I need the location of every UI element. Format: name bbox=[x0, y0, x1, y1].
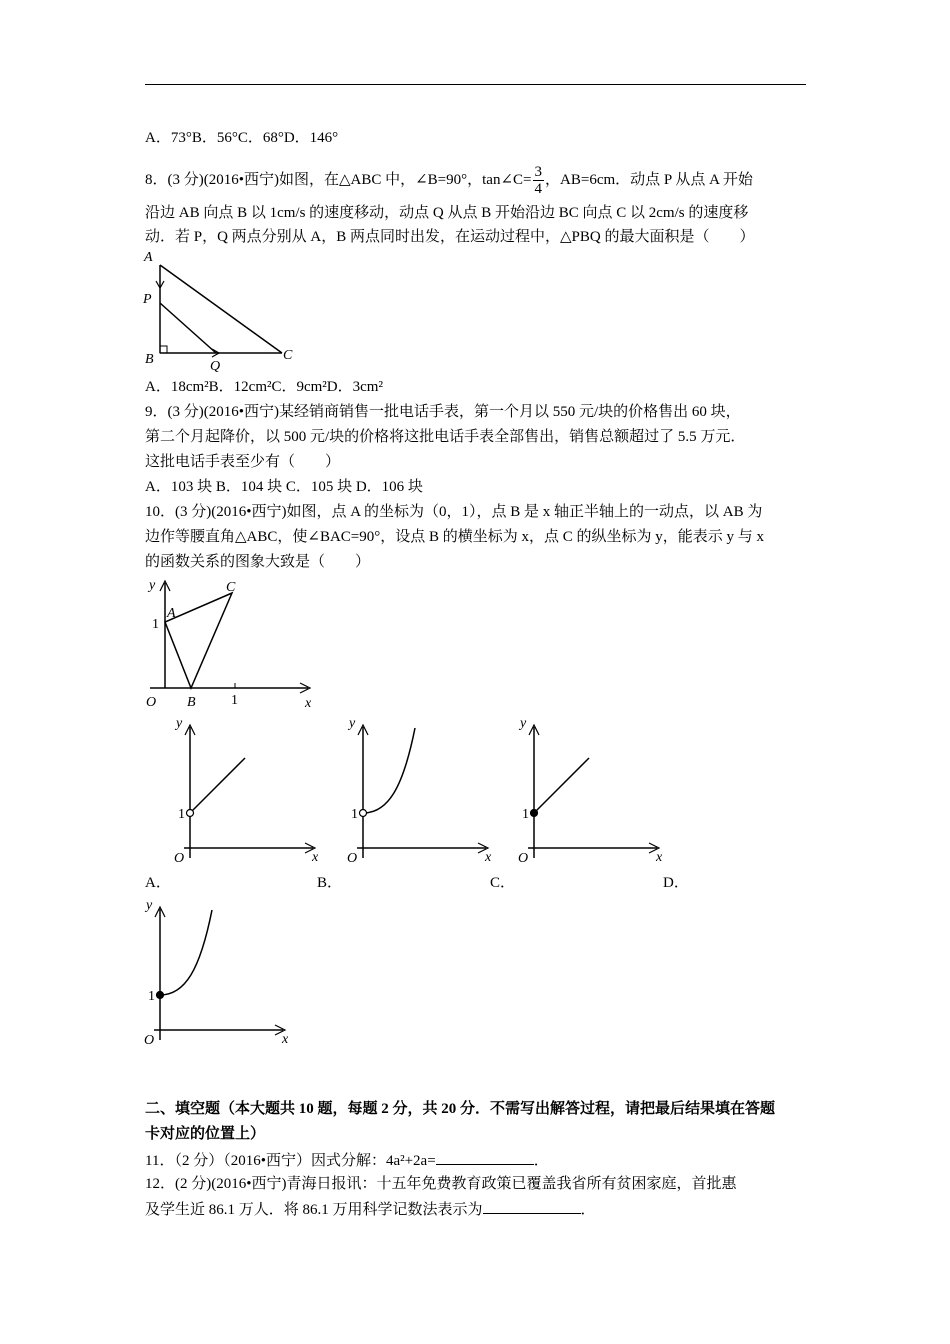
q8-triangle-figure bbox=[140, 245, 310, 375]
option-a-label: A． bbox=[145, 875, 171, 891]
closed-point bbox=[157, 992, 164, 999]
q8-options: A．18cm²B．12cm²C．9cm²D．3cm² bbox=[145, 379, 383, 395]
graph-option-d bbox=[140, 897, 290, 1047]
q11-answer-blank bbox=[436, 1150, 534, 1165]
q12-line2 bbox=[145, 1199, 596, 1220]
main-y-label: y bbox=[149, 578, 156, 593]
label-q: Q bbox=[210, 359, 221, 374]
x-axis-label: x bbox=[485, 850, 492, 865]
fraction-denominator: 4 bbox=[534, 181, 543, 197]
label-b: B bbox=[145, 352, 154, 367]
main-x-label: x bbox=[305, 696, 312, 711]
open-point bbox=[187, 810, 194, 817]
origin-label: O bbox=[144, 1033, 155, 1048]
one-label: 1 bbox=[522, 807, 529, 822]
section2-heading-line2: 卡对应的位置上） bbox=[145, 1126, 266, 1142]
graph-option-b bbox=[343, 715, 493, 865]
main-one-y-label: 1 bbox=[152, 617, 159, 632]
q9-options: A．103 块 B．104 块 C．105 块 D．106 块 bbox=[145, 479, 423, 495]
q10-line1: 10．(3 分)(2016•西宁)如图，点 A 的坐标为（0，1），点 B 是 x 轴正半轴上的一动点，以 AB 为 bbox=[145, 504, 763, 520]
graph-line bbox=[190, 758, 245, 813]
q8-line3: 动．若 P，Q 两点分别从 A，B 两点同时出发，在运动过程中，△PBQ 的最大面积是（ ） bbox=[145, 229, 755, 245]
origin-label: O bbox=[347, 851, 358, 866]
q11-line bbox=[145, 1150, 549, 1171]
graph-line bbox=[534, 758, 589, 813]
graph-option-a bbox=[170, 715, 320, 865]
y-axis-label: y bbox=[146, 898, 153, 913]
q9-line3: 这批电话手表至少有（ ） bbox=[145, 454, 341, 470]
y-axis-label: y bbox=[176, 716, 183, 731]
open-point bbox=[360, 810, 367, 817]
one-label: 1 bbox=[178, 807, 185, 822]
q12-answer-blank bbox=[483, 1199, 581, 1214]
q8-line2: 沿边 AB 向点 B 以 1cm/s 的速度移动，动点 Q 从点 B 开始沿边 BC 向点 C 以 2cm/s 的速度移 bbox=[145, 205, 749, 221]
y-axis-label: y bbox=[520, 716, 527, 731]
q11-text: 11．（2 分）（2016•西宁）因式分解：4a²+2a= bbox=[145, 1153, 436, 1169]
one-label: 1 bbox=[148, 989, 155, 1004]
q8-line1 bbox=[145, 164, 753, 197]
q9-line2: 第二个月起降价，以 500 元/块的价格将这批电话手表全部售出，销售总额超过了 5.5 万元． bbox=[145, 429, 746, 445]
x-axis-label: x bbox=[656, 850, 663, 865]
tan-fraction bbox=[533, 164, 545, 197]
option-d-label: D． bbox=[663, 875, 689, 891]
x-axis-label: x bbox=[282, 1032, 289, 1047]
origin-label: O bbox=[518, 851, 529, 866]
main-c-label: C bbox=[226, 580, 236, 595]
origin-label: O bbox=[174, 851, 185, 866]
y-axis-label: y bbox=[349, 716, 356, 731]
main-one-x-label: 1 bbox=[231, 693, 238, 708]
main-a-label: A bbox=[167, 606, 176, 621]
closed-point bbox=[531, 810, 538, 817]
option-c-label: C． bbox=[490, 875, 516, 891]
q12-end: ． bbox=[580, 1202, 596, 1218]
x-axis-label: x bbox=[312, 850, 319, 865]
q12-line1: 12．(2 分)(2016•西宁)青海日报讯：十五年免费教育政策已覆盖我省所有贫困家庭，首批惠 bbox=[145, 1176, 737, 1192]
q10-line3: 的函数关系的图象大致是（ ） bbox=[145, 554, 371, 570]
one-label: 1 bbox=[351, 807, 358, 822]
main-b-label: B bbox=[187, 695, 196, 710]
q11-end: ． bbox=[533, 1153, 549, 1169]
q10-main-figure bbox=[140, 575, 330, 715]
graph-curve bbox=[160, 910, 212, 995]
section2-heading-line1: 二、填空题（本大题共 10 题，每题 2 分，共 20 分．不需写出解答过程，请把最后结果填在答题 bbox=[145, 1101, 776, 1117]
label-c: C bbox=[283, 348, 293, 363]
label-a: A bbox=[144, 250, 153, 265]
graph-option-c bbox=[514, 715, 664, 865]
main-origin-label: O bbox=[146, 695, 157, 710]
q9-line1: 9．(3 分)(2016•西宁)某经销商销售一批电话手表，第一个月以 550 元/块的价格售出 60 块， bbox=[145, 404, 741, 420]
q7-options: A．73°B．56°C．68°D．146° bbox=[145, 130, 339, 146]
q8-text-pre: 8．(3 分)(2016•西宁)如图，在△ABC 中，∠B=90°，tan∠C= bbox=[145, 171, 532, 188]
header-rule bbox=[145, 84, 806, 85]
label-p: P bbox=[143, 292, 152, 307]
fraction-numerator: 3 bbox=[534, 164, 543, 180]
q10-line2: 边作等腰直角△ABC，使∠BAC=90°，设点 B 的横坐标为 x，点 C 的纵坐标为 y，能表示 y 与 x bbox=[145, 529, 765, 545]
q12-text: 及学生近 86.1 万人．将 86.1 万用科学记数法表示为 bbox=[145, 1202, 483, 1218]
graph-curve bbox=[363, 728, 415, 813]
q8-text-post: ，AB=6cm．动点 P 从点 A 开始 bbox=[545, 171, 753, 188]
option-b-label: B． bbox=[317, 875, 343, 891]
